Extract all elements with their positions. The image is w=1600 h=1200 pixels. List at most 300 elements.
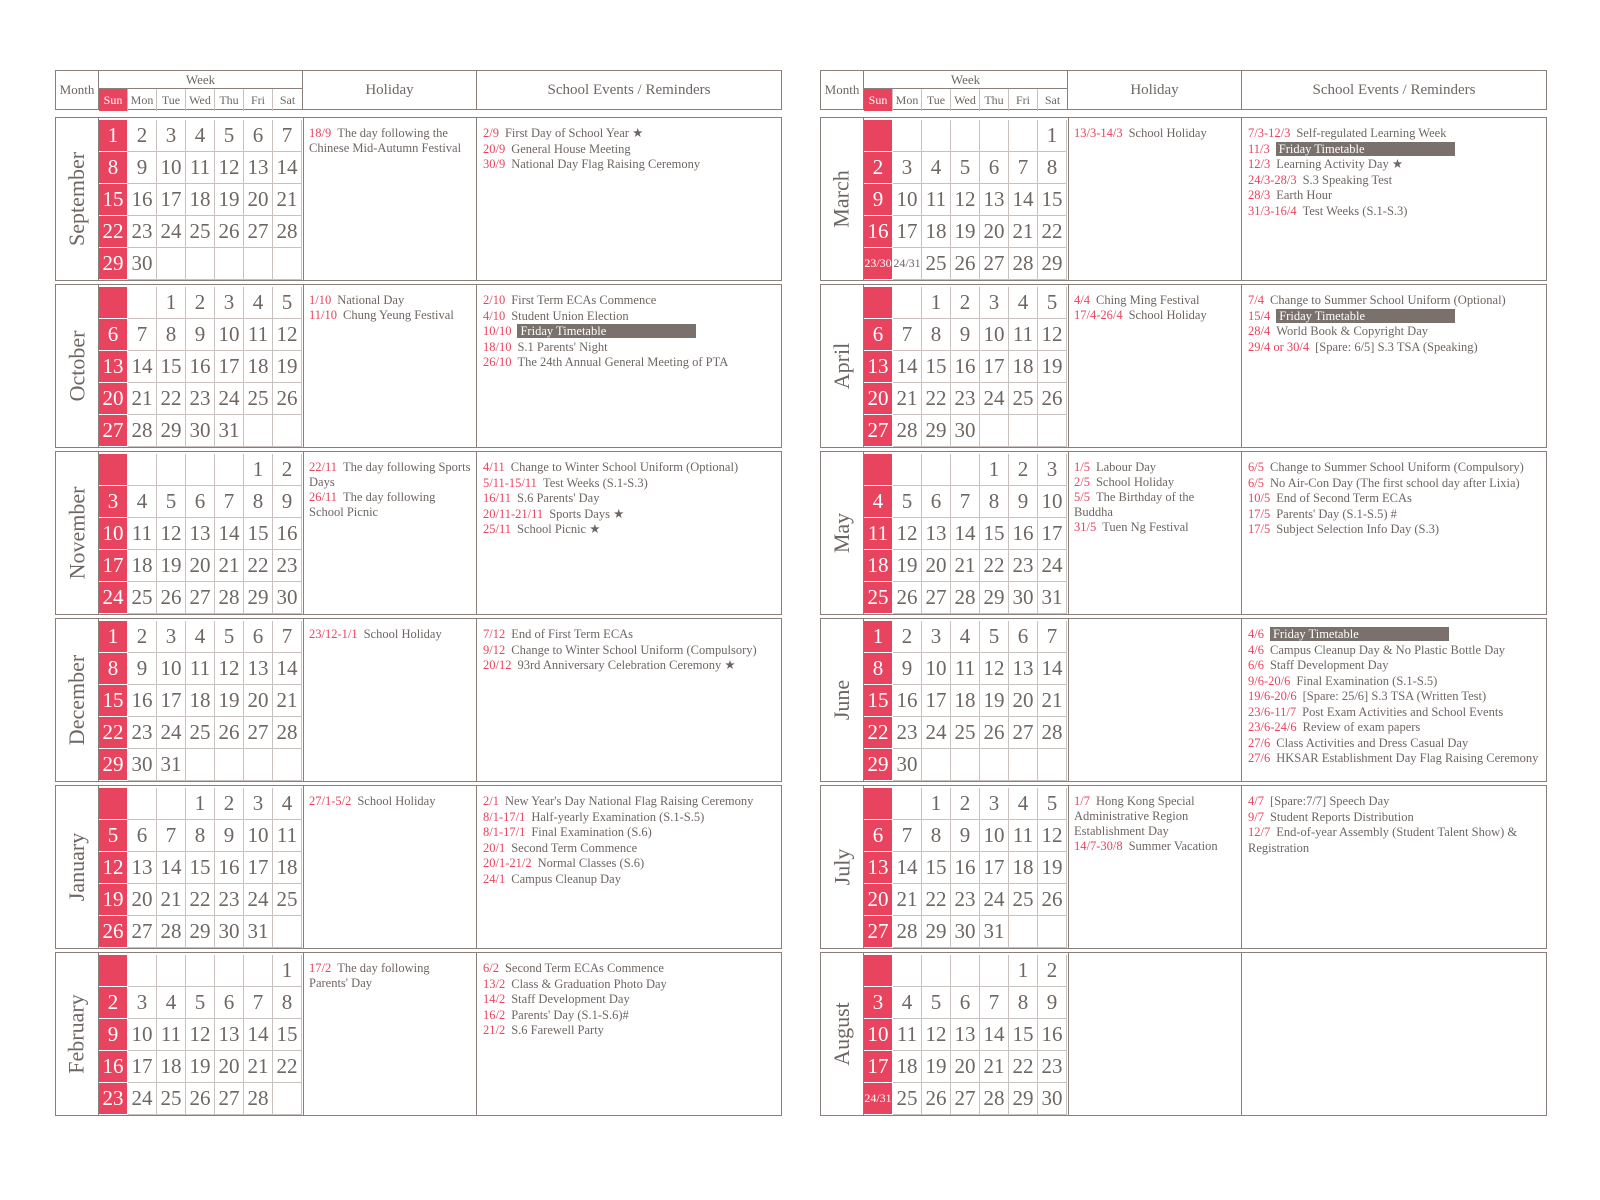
date-cell: 21 — [893, 884, 922, 916]
date-cell: 9 — [1009, 486, 1038, 518]
date-cell: 14 — [1009, 184, 1038, 216]
date-cell — [1038, 916, 1067, 948]
date-cell: 8 — [157, 319, 186, 351]
date-cell: 11 — [893, 1019, 922, 1051]
date-cell: 18 — [273, 852, 302, 884]
date-cell: 2 — [215, 788, 244, 820]
date-cell: 29 — [1038, 248, 1067, 280]
date-cell: 3 — [128, 987, 157, 1019]
holiday-date: 11/10 — [309, 308, 338, 322]
date-cell: 27 — [128, 916, 157, 948]
date-cell: 14 — [215, 518, 244, 550]
week-row — [99, 884, 303, 916]
event-date: 20/12 — [483, 658, 512, 672]
event-text: Friday Timetable — [517, 324, 696, 338]
date-cell: 27 — [864, 916, 893, 948]
event-date: 25/11 — [483, 522, 512, 536]
date-cell — [99, 287, 128, 319]
date-cell: 12 — [893, 518, 922, 550]
date-cell: 17 — [157, 184, 186, 216]
month-block — [55, 952, 782, 1116]
date-cell: 29 — [1009, 1083, 1038, 1115]
week-row — [99, 319, 303, 351]
event-date: 28/3 — [1248, 188, 1271, 202]
date-cell: 8 — [1009, 987, 1038, 1019]
date-cell: 17 — [893, 216, 922, 248]
week-row — [864, 415, 1068, 447]
week-row — [864, 1083, 1068, 1115]
date-cell: 22 — [244, 550, 273, 582]
day-fri: Fri — [1009, 89, 1038, 111]
holiday-item — [1074, 460, 1236, 475]
date-cell: 25 — [186, 216, 215, 248]
date-cell — [1009, 749, 1038, 781]
event-date: 6/6 — [1248, 658, 1264, 672]
month-name-cell — [56, 619, 99, 781]
date-cell: 2 — [893, 621, 922, 653]
event-item — [483, 856, 775, 872]
event-item — [483, 643, 775, 659]
date-cell — [128, 955, 157, 987]
month-block — [820, 284, 1547, 448]
event-date: 4/6 — [1248, 627, 1264, 641]
date-cell: 4 — [864, 486, 893, 518]
month-name: October — [64, 330, 90, 402]
holiday-text: The day following Parents' Day — [309, 961, 430, 990]
event-item — [1248, 157, 1540, 173]
date-cell: 12 — [186, 1019, 215, 1051]
event-date: 10/10 — [483, 324, 512, 338]
date-cell: 20 — [244, 685, 273, 717]
date-cell: 19 — [157, 550, 186, 582]
event-date: 8/1-17/1 — [483, 825, 526, 839]
date-cell: 4 — [1009, 287, 1038, 319]
events-list — [1242, 786, 1546, 948]
date-cell: 12 — [157, 518, 186, 550]
date-cell: 8 — [864, 653, 893, 685]
month-name-cell — [56, 786, 99, 948]
week-row — [99, 248, 303, 280]
event-text: Subject Selection Info Day (S.3) — [1276, 522, 1440, 536]
holiday-text: National Day — [337, 293, 405, 307]
event-date: 8/1-17/1 — [483, 809, 526, 824]
date-cell: 19 — [893, 550, 922, 582]
month-block — [55, 618, 782, 782]
week-row — [864, 248, 1068, 280]
day-sat: Sat — [1044, 93, 1061, 107]
event-item — [1248, 736, 1540, 752]
event-date: 20/9 — [483, 141, 506, 156]
event-item — [483, 491, 775, 507]
event-item — [1248, 309, 1540, 325]
holiday-date: 1/10 — [309, 293, 332, 307]
holiday-date: 2/5 — [1074, 475, 1090, 489]
date-cell — [128, 788, 157, 820]
event-item — [1248, 643, 1540, 659]
date-cell: 29 — [244, 582, 273, 614]
week-row — [864, 518, 1068, 550]
event-item — [1248, 751, 1540, 767]
date-cell: 4 — [922, 152, 951, 184]
event-item — [1248, 188, 1540, 204]
holiday-text: The day following School Picnic — [309, 490, 436, 519]
event-text: HKSAR Establishment Day Flag Raising Ceremony — [1276, 751, 1539, 765]
date-cell: 28 — [893, 415, 922, 447]
date-cell: 15 — [186, 852, 215, 884]
event-date: 27/6 — [1248, 751, 1271, 765]
date-cell: 6 — [1009, 621, 1038, 653]
date-cell: 2 — [273, 454, 302, 486]
week-row — [864, 955, 1068, 987]
event-item — [1248, 825, 1540, 856]
date-cell: 16 — [128, 685, 157, 717]
event-text: S.1 Parents' Night — [517, 339, 608, 354]
event-date: 2/10 — [483, 293, 506, 307]
month-name-cell — [56, 953, 99, 1115]
date-cell: 9 — [951, 319, 980, 351]
month-block — [55, 451, 782, 615]
event-item — [1248, 674, 1540, 690]
date-cell: 9 — [1038, 987, 1067, 1019]
holiday-date: 17/2 — [309, 961, 332, 975]
date-cell: 12 — [951, 184, 980, 216]
date-cell: 23 — [99, 1083, 128, 1115]
date-cell: 31 — [980, 916, 1009, 948]
date-cell: 20 — [128, 884, 157, 916]
date-cell: 10 — [980, 319, 1009, 351]
day-thu: Thu — [980, 89, 1009, 111]
week-row — [99, 454, 303, 486]
event-item — [483, 794, 775, 810]
holiday-list — [1068, 285, 1242, 447]
event-date: 28/4 — [1248, 324, 1271, 338]
date-cell: 29 — [864, 749, 893, 781]
date-cell: 12 — [215, 653, 244, 685]
events-list — [1242, 619, 1546, 781]
date-cell: 12 — [922, 1019, 951, 1051]
week-row — [864, 319, 1068, 351]
date-cell: 23/30 — [864, 248, 893, 280]
date-cell: 11 — [157, 1019, 186, 1051]
date-cell: 19 — [215, 685, 244, 717]
date-cell: 19 — [186, 1051, 215, 1083]
date-cell: 14 — [128, 351, 157, 383]
holiday-text: Ching Ming Festival — [1095, 293, 1200, 307]
date-cell: 25 — [922, 248, 951, 280]
date-cell: 13 — [186, 518, 215, 550]
date-cell: 3 — [893, 152, 922, 184]
event-text: 93rd Anniversary Celebration Ceremony ★ — [517, 658, 736, 672]
holiday-item — [309, 794, 471, 809]
date-cell: 10 — [893, 184, 922, 216]
date-cell: 30 — [1038, 1083, 1067, 1115]
holiday-date: 31/5 — [1074, 520, 1097, 534]
date-cell — [951, 454, 980, 486]
week-row — [864, 152, 1068, 184]
event-date: 10/5 — [1248, 491, 1271, 505]
date-cell: 10 — [244, 820, 273, 852]
event-text: Change to Summer School Uniform (Compulsory) — [1269, 460, 1524, 474]
week-row — [864, 1051, 1068, 1083]
event-text: [Spare:7/7] Speech Day — [1269, 794, 1390, 808]
date-cell — [1038, 749, 1067, 781]
date-cell: 30 — [186, 415, 215, 447]
date-cell: 22 — [157, 383, 186, 415]
date-cell: 13 — [864, 351, 893, 383]
date-cell: 2 — [128, 120, 157, 152]
week-row — [99, 287, 303, 319]
date-cell: 24 — [980, 884, 1009, 916]
week-row — [864, 351, 1068, 383]
date-cell: 30 — [128, 248, 157, 280]
date-cell: 26 — [215, 717, 244, 749]
week-row — [864, 184, 1068, 216]
holiday-item — [309, 460, 471, 490]
date-cell: 26 — [215, 216, 244, 248]
date-cell: 28 — [1009, 248, 1038, 280]
date-cell: 25 — [186, 717, 215, 749]
date-cell: 17 — [922, 685, 951, 717]
event-item — [1248, 705, 1540, 721]
date-cell: 17 — [215, 351, 244, 383]
events-list — [1242, 285, 1546, 447]
holiday-item — [1074, 839, 1236, 854]
week-row — [99, 1019, 303, 1051]
month-name: January — [64, 832, 90, 902]
event-text: National Day Flag Raising Ceremony — [511, 157, 701, 171]
date-cell — [922, 454, 951, 486]
date-cell: 16 — [273, 518, 302, 550]
holiday-text: School Holiday — [363, 627, 442, 641]
date-cell: 6 — [128, 820, 157, 852]
holiday-date: 27/1-5/2 — [309, 794, 352, 808]
week-row — [864, 717, 1068, 749]
date-cell: 18 — [922, 216, 951, 248]
date-cell: 3 — [244, 788, 273, 820]
week-row — [99, 582, 303, 614]
holiday-header: Holiday — [1068, 71, 1242, 109]
event-text: [Spare: 6/5] S.3 TSA (Speaking) — [1315, 339, 1478, 354]
week-row — [99, 184, 303, 216]
event-date: 5/11-15/11 — [483, 475, 537, 490]
date-cell: 3 — [980, 287, 1009, 319]
event-text: Friday Timetable — [1276, 142, 1455, 156]
holiday-item — [309, 126, 471, 156]
date-cell: 30 — [215, 916, 244, 948]
date-cell: 16 — [99, 1051, 128, 1083]
date-cell: 5 — [980, 621, 1009, 653]
holiday-list — [1068, 786, 1242, 948]
month-header: Month — [56, 71, 99, 109]
date-cell: 9 — [864, 184, 893, 216]
date-cell — [980, 120, 1009, 152]
date-cell: 23 — [951, 884, 980, 916]
date-cell: 13 — [99, 351, 128, 383]
date-cell: 14 — [1038, 653, 1067, 685]
date-cell — [864, 454, 893, 486]
date-cell — [186, 749, 215, 781]
date-cell: 2 — [1009, 454, 1038, 486]
date-cell: 21 — [893, 383, 922, 415]
date-cell: 18 — [157, 1051, 186, 1083]
date-cell — [951, 749, 980, 781]
date-cell: 15 — [980, 518, 1009, 550]
date-cell: 25 — [128, 582, 157, 614]
date-cell: 20 — [215, 1051, 244, 1083]
event-text: Class & Graduation Photo Day — [511, 976, 667, 991]
date-cell: 4 — [273, 788, 302, 820]
date-cell: 15 — [99, 685, 128, 717]
day-sun: Sun — [864, 89, 893, 111]
date-cell: 14 — [244, 1019, 273, 1051]
date-cell: 11 — [1009, 319, 1038, 351]
event-text: End-of-year Assembly (Student Talent Show) & Registration — [1248, 825, 1518, 855]
event-item — [1248, 794, 1540, 810]
date-cell: 10 — [922, 653, 951, 685]
date-cell — [128, 454, 157, 486]
date-cell: 10 — [157, 152, 186, 184]
event-item — [483, 1023, 775, 1039]
date-cell: 4 — [893, 987, 922, 1019]
event-item — [483, 658, 775, 674]
event-text: Change to Winter School Uniform (Compulsory) — [511, 642, 757, 657]
week-row — [99, 216, 303, 248]
event-text: Learning Activity Day ★ — [1276, 157, 1404, 171]
date-cell: 18 — [1009, 351, 1038, 383]
week-header — [864, 71, 1068, 109]
month-name: February — [64, 994, 90, 1074]
event-item — [483, 1008, 775, 1024]
holiday-text: The day following the Chinese Mid-Autumn Festival — [309, 126, 462, 155]
date-cell: 4 — [244, 287, 273, 319]
event-item — [483, 340, 775, 356]
holiday-text: Labour Day — [1095, 460, 1157, 474]
date-cell: 1 — [1038, 120, 1067, 152]
date-cell: 11 — [186, 152, 215, 184]
event-item — [483, 157, 775, 173]
date-cell — [157, 788, 186, 820]
event-date: 27/6 — [1248, 735, 1271, 750]
event-item — [483, 992, 775, 1008]
date-cell: 16 — [128, 184, 157, 216]
events-list — [477, 619, 781, 781]
date-cell: 20 — [99, 383, 128, 415]
date-cell: 8 — [99, 152, 128, 184]
event-text: Sports Days ★ — [549, 506, 625, 521]
event-item — [483, 825, 775, 841]
date-cell — [157, 248, 186, 280]
event-text: [Spare: 25/6] S.3 TSA (Written Test) — [1302, 689, 1487, 703]
date-cell: 7 — [128, 319, 157, 351]
date-cell: 5 — [1038, 287, 1067, 319]
event-date: 17/5 — [1248, 522, 1271, 536]
date-cell: 27 — [980, 248, 1009, 280]
month-name-cell — [821, 285, 864, 447]
date-cell: 5 — [1038, 788, 1067, 820]
date-cell: 11 — [128, 518, 157, 550]
day-wed: Wed — [951, 89, 980, 111]
event-item — [1248, 658, 1540, 674]
date-cell: 7 — [1009, 152, 1038, 184]
event-text: Normal Classes (S.6) — [537, 856, 645, 870]
date-cell: 13 — [1009, 653, 1038, 685]
holiday-list — [303, 285, 477, 447]
date-cell: 6 — [99, 319, 128, 351]
month-block — [55, 284, 782, 448]
event-date: 9/12 — [483, 642, 506, 657]
date-cell: 14 — [951, 518, 980, 550]
holiday-item — [309, 490, 471, 520]
date-cell: 24/31 — [864, 1083, 893, 1115]
week-row — [99, 383, 303, 415]
date-grid — [99, 788, 303, 948]
date-cell: 21 — [128, 383, 157, 415]
event-text: Parents' Day (S.1-S.6)# — [511, 1007, 629, 1022]
event-item — [483, 522, 775, 538]
week-title: Week — [99, 71, 302, 89]
week-header — [99, 71, 303, 109]
event-text: Review of exam papers — [1302, 720, 1421, 734]
holiday-text: School Holiday — [1128, 126, 1207, 140]
holiday-text: Hong Kong Special Administrative Region Establishment Day — [1074, 794, 1195, 838]
event-item — [1248, 324, 1540, 340]
event-date: 14/2 — [483, 992, 506, 1006]
date-cell: 30 — [273, 582, 302, 614]
month-block — [820, 451, 1547, 615]
event-date: 17/5 — [1248, 506, 1271, 521]
date-cell: 1 — [244, 454, 273, 486]
date-cell: 8 — [99, 653, 128, 685]
date-cell: 9 — [893, 653, 922, 685]
month-name-cell — [821, 786, 864, 948]
holiday-date: 4/4 — [1074, 293, 1090, 307]
date-cell: 7 — [157, 820, 186, 852]
date-cell: 21 — [244, 1051, 273, 1083]
date-cell: 10 — [980, 820, 1009, 852]
date-cell: 27 — [99, 415, 128, 447]
date-cell: 1 — [1009, 955, 1038, 987]
date-cell: 18 — [864, 550, 893, 582]
week-row — [864, 916, 1068, 948]
month-name-cell — [821, 619, 864, 781]
event-text: Class Activities and Dress Casual Day — [1276, 735, 1469, 750]
event-item — [483, 142, 775, 158]
date-cell — [99, 955, 128, 987]
date-cell: 30 — [951, 415, 980, 447]
event-date: 20/11-21/11 — [483, 506, 544, 521]
date-cell: 14 — [980, 1019, 1009, 1051]
holiday-list — [303, 452, 477, 614]
week-row — [99, 550, 303, 582]
week-row — [99, 717, 303, 749]
day-mon: Mon — [128, 89, 157, 111]
date-cell: 5 — [215, 120, 244, 152]
event-date: 4/7 — [1248, 794, 1264, 808]
date-cell: 13 — [864, 852, 893, 884]
event-text: No Air-Con Day (The first school day after Lixia) — [1269, 475, 1520, 490]
holiday-item — [1074, 520, 1236, 535]
event-date: 7/12 — [483, 627, 506, 641]
event-text: World Book & Copyright Day — [1276, 324, 1428, 338]
holiday-list — [1068, 619, 1242, 781]
date-cell: 22 — [922, 884, 951, 916]
date-cell: 24 — [215, 383, 244, 415]
event-text: Staff Development Day — [1269, 658, 1389, 672]
date-cell: 28 — [951, 582, 980, 614]
event-date: 2/1 — [483, 794, 499, 808]
date-cell: 5 — [922, 987, 951, 1019]
date-cell: 7 — [273, 621, 302, 653]
